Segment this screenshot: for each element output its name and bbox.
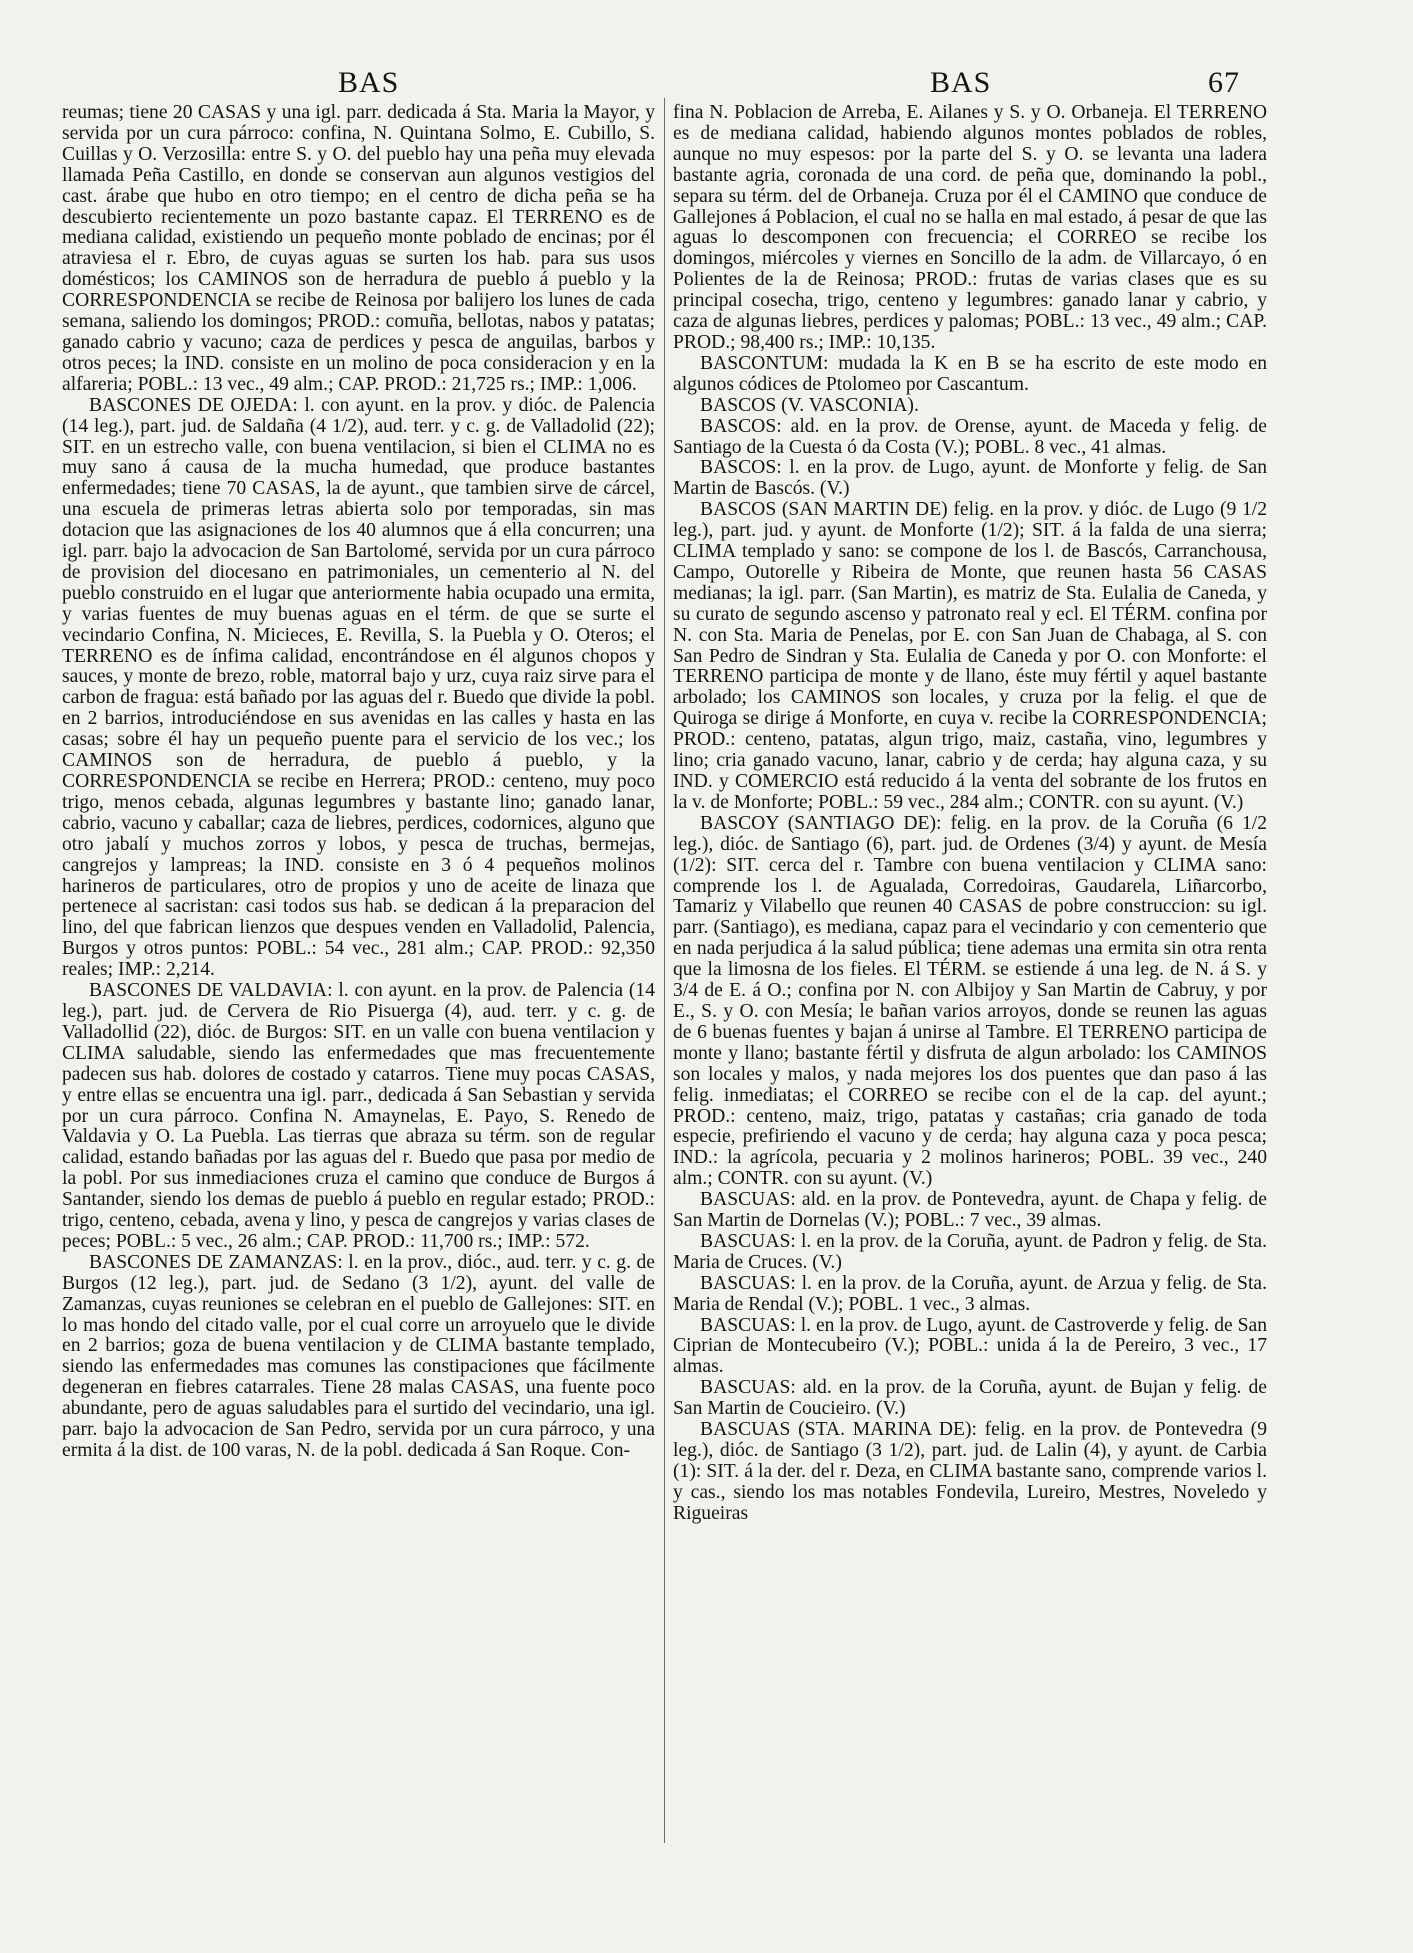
entry-bascuas-pontevedra: BASCUAS: ald. en la prov. de Pontevedra, ayunt. de Chapa y felig. de San Martin de Dornelas (V.); POBL.: 7 vec., 39 almas. — [673, 1189, 1267, 1232]
entry-bascos-vasconia: BASCOS (V. VASCONIA). — [700, 394, 919, 416]
entry-bascos-lugo: BASCOS: l. en la prov. de Lugo, ayunt. de Monforte y felig. de San Martin de Bascós. (V.) — [673, 457, 1267, 500]
header-left-word: BAS — [338, 66, 400, 99]
entry-bascones-de-zamanzas: BASCONES DE ZAMANZAS: l. en la prov., dióc., aud. terr. y c. g. de Burgos (12 leg.), part. jud. de Sedano (3 1/2), ayunt. del valle de Zamanzas, cuyas reuniones se celebran en el pueblo de Gallejones: SIT. en lo mas hondo del citado valle, por el cual corre un arroyuelo que le divide en 2 barrios; goza de buena ventilacion y de CLIMA bastante templado, siendo las enfermedades mas comunes las constipaciones que fácilmente degeneran en fiebres catarrales. Tiene 28 malas CASAS, una fuente poco abundante, pero de aguas saludables para el surtido del vecindario, una igl. parr. bajo la advocacion de San Pedro, servida por un cura párroco, y una ermita á la dist. de 100 varas, N. de la pobl. dedicada á San Roque. Con- — [62, 1251, 655, 1461]
entry-bascoy: BASCOY (SANTIAGO DE): felig. en la prov. de la Coruña (6 1/2 leg.), dióc. de Santiago (6), part. jud. de Ordenes (3/4) y ayunt. de Mesía (1/2): SIT. cerca del r. Tambre con buena ventilacion y CLIMA sano: comprende los l. de Agualada, Corredoiras, Gaudarela, Liñarcorbo, Tamariz y Vilabello que reunen 40 CASAS de pobre construccion: su igl. parr. (Santiago), es mediana, capaz para el vecindario y con cementerio que en nada perjudica á la salud pública; tiene ademas una ermita sin otra renta que la limosna de los fieles. El TÉRM. se estiende á una leg. de N. á S. y 3/4 de E. á O.; confina por N. con Albijoy y San Martin de Cabruy, y por E., S. y O. con Mesía; le bañan varios arroyos, donde se reunen las aguas de 6 buenas fuentes y bajan á unirse al Tambre. El TERRENO participa de monte y llano; bastante fértil y disfruta de algun arbolado: los CAMINOS son locales y malos, y nada mejores los dos puentes que dan paso á las felig. inmediatas; el CORREO se recibe con el de la cap. del ayunt.; PROD.: centeno, maiz, trigo, patatas y castañas; cria ganado de toda especie, prefiriendo el vacuno y de cerda; hay alguna caza y poca pesca; IND.: la agrícola, pecuaria y 2 molinos harineros; POBL. 39 vec., 240 alm.; CONTR. con su ayunt. (V.) — [673, 812, 1267, 1190]
entry-bascuas-padron: BASCUAS: l. en la prov. de la Coruña, ayunt. de Padron y felig. de Sta. Maria de Cruces. (V.) — [673, 1230, 1267, 1273]
entry-bascuas-arzua: BASCUAS: l. en la prov. de la Coruña, ayunt. de Arzua y felig. de Sta. Maria de Rendal (V.); POBL. 1 vec., 3 almas. — [673, 1272, 1267, 1315]
page-number: 67 — [1208, 66, 1240, 99]
entry-bascontum: BASCONTUM: mudada la K en B se ha escrito de este modo en algunos códices de Ptolomeo por Cascantum. — [673, 352, 1267, 395]
entry-bascos-san-martin: BASCOS (SAN MARTIN DE) felig. en la prov. y dióc. de Lugo (9 1/2 leg.), part. jud. y ayunt. de Monforte (1/2); SIT. á la falda de una sierra; CLIMA templado y sano: se compone de los l. de Bascós, Carranchousa, Campo, Outorelle y Ribeira de Monte, que reunen hasta 56 CASAS medianas; la igl. parr. (San Martin), es matriz de Sta. Eulalia de Caneda, y su curato de segundo ascenso y patronato real y ecl. El TÉRM. confina por N. con Sta. Maria de Penelas, por E. con San Juan de Chabaga, al S. con San Pedro de Sindran y Sta. Eulalia de Caneda y por O. con Monforte: el TERRENO participa de monte y de llano, éste muy fértil y aquel bastante arbolado; los CAMINOS son locales, y cruza por la felig. el que de Quiroga se dirige á Monforte, en cuya v. recibe la CORRESPONDENCIA; PROD.: centeno, patatas, algun trigo, maiz, castaña, vino, legumbres y lino; cria ganado vacuno, lanar, cabrio y de cerda; hay alguna caza, y su IND. y COMERCIO está reducido á la venta del sobrante de los frutos en la v. de Monforte; POBL.: 59 vec., 284 alm.; CONTR. con su ayunt. (V.) — [673, 499, 1267, 813]
entry-continuation: reumas; tiene 20 CASAS y una igl. parr. dedicada á Sta. Maria la Mayor, y servida por un cura párroco: confina, N. Quintana Solmo, E. Cubillo, S. Cuillas y O. Verzosilla: entre S. y O. del pueblo hay una peña muy elevada llamada Peña Castillo, en donde se conservan aun algunos vestigios del cast. árabe que hubo en otro tiempo; en el centro de dicha peña se ha descubierto recientemente un pozo bastante capaz. El TERRENO es de mediana calidad, existiendo un pequeño monte poblado de encinas; por él atraviesa el r. Ebro, de cuyas aguas se surten los hab. para sus usos domésticos; los CAMINOS son de herradura de pueblo á pueblo y la CORRESPONDENCIA se recibe de Reinosa por balijero los lunes de cada semana, saliendo los domingos; PROD.: comuña, bellotas, nabos y patatas; ganado cabrio y vacuno; caza de perdices y pesca de anguilas, barbos y otros peces; la IND. consiste en un molino de poca consideracion y en la alfareria; POBL.: 13 vec., 49 alm.; CAP. PROD.: 21,725 rs.; IMP.: 1,006. — [62, 103, 655, 395]
entry-bascos-orense: BASCOS: ald. en la prov. de Orense, ayunt. de Maceda y felig. de Santiago de la Cuesta ó da Costa (V.); POBL. 8 vec., 41 almas. — [673, 415, 1267, 458]
left-column — [62, 103, 655, 1948]
running-header — [0, 66, 1413, 106]
entry-bascones-de-valdavia: BASCONES DE VALDAVIA: l. con ayunt. en la prov. de Palencia (14 leg.), part. jud. de Cervera de Rio Pisuerga (4), aud. terr. y c. g. de Valladollid (22), dióc. de Burgos: SIT. en un valle con buena ventilacion y CLIMA saludable, siendo las enfermedades que mas frecuentemente padecen sus hab. dolores de costado y catarros. Tiene muy pocas CASAS, y entre ellas se encuentra una igl. parr., dedicada á San Sebastian y servida por un cura párroco. Confina N. Amaynelas, E. Payo, S. Renedo de Valdavia y O. La Puebla. Las tierras que abraza su térm. son de regular calidad, estando bañadas por las aguas del r. Buedo que pasa por medio de la pobl. Por sus inmediaciones cruza el camino que conduce de Burgos á Santander, siendo los demas de pueblo á pueblo en regular estado; PROD.: trigo, centeno, cebada, avena y lino, y pesca de cangrejos y varias clases de peces; POBL.: 5 vec., 26 alm.; CAP. PROD.: 11,700 rs.; IMP.: 572. — [62, 980, 655, 1252]
entry-continuation: fina N. Poblacion de Arreba, E. Ailanes y S. y O. Orbaneja. El TERRENO es de mediana calidad, habiendo algunos montes poblados de robles, aunque no muy espesos: por la parte del S. y O. se levanta una ladera bastante agria, coronada de una cord. de peña que, dominando la pobl., separa su térm. del de Orbaneja. Cruza por él el CAMINO que conduce de Gallejones á Poblacion, el cual no se halla en mal estado, á pesar de que las aguas lo descomponen con frecuencia; el CORREO se recibe los domingos, miércoles y viernes en Soncillo de la adm. de Villarcayo, ó en Polientes de la de Reinosa; PROD.: frutas de varias clases que es su principal cosecha, trigo, centeno y legumbres: ganado lanar y cabrio, y caza de algunas liebres, perdices y palomas; POBL.: 13 vec., 49 alm.; CAP. PROD.; 98,400 rs.; IMP.: 10,135. — [673, 103, 1267, 353]
header-right-word: BAS — [930, 66, 992, 99]
column-divider — [664, 98, 665, 1843]
entry-bascuas-castroverde: BASCUAS: l. en la prov. de Lugo, ayunt. de Castroverde y felig. de San Ciprian de Montecubeiro (V.); POBL.: unida á la de Pereiro, 3 vec., 17 almas. — [673, 1314, 1267, 1378]
right-column — [673, 103, 1267, 1948]
entry-bascuas-sta-marina: BASCUAS (STA. MARINA DE): felig. en la prov. de Pontevedra (9 leg.), dióc. de Santiago (3 1/2), part. jud. de Lalin (4), y ayunt. de Carbia (1): SIT. á la der. del r. Deza, en CLIMA bastante sano, comprende varios l. y cas., siendo los mas notables Fondevila, Lureiro, Mestres, Noveledo y Rigueiras — [673, 1419, 1267, 1524]
entry-bascones-de-ojeda: BASCONES DE OJEDA: l. con ayunt. en la prov. y dióc. de Palencia (14 leg.), part. jud. de Saldaña (4 1/2), aud. terr. y c. g. de Valladolid (22); SIT. en un estrecho valle, con buena ventilacion, si bien el CLIMA no es muy sano á causa de la mucha humedad, que produce bastantes enfermedades; tiene 70 CASAS, la de ayunt., que tambien sirve de cárcel, una escuela de primeras letras abierta solo por temporadas, sin mas dotacion que las asignaciones de los 40 alumnos que á ella concurren; una igl. parr. bajo la advocacion de San Bartolomé, servida por un cura párroco de provision del diocesano en patrimoniales, un cementerio al N. del pueblo construido en el lugar que anteriormente habia ocupado una ermita, y varias fuentes de muy buenas aguas en el térm. de que se surte el vecindario Confina, N. Micieces, E. Revilla, S. la Puebla y O. Oteros; el TERRENO es de ínfima calidad, encontrándose en él algunos chopos y sauces, y monte de brezo, roble, matorral bajo y urz, cuya raiz sirve para el carbon de fragua: está bañado por las aguas del r. Buedo que divide la pobl. en 2 barrios, introduciéndose en sus avenidas en las calles y hasta en las casas; sobre él hay un pequeño puente para el servicio de los vec.; los CAMINOS son de herradura, de pueblo á pueblo, y la CORRESPONDENCIA se recibe en Herrera; PROD.: centeno, muy poco trigo, menos cebada, algunas legumbres y bastante lino; ganado lanar, cabrio, vacuno y caballar; caza de liebres, perdices, codornices, alguno que otro jabalí y muchos zorros y lobos, y pesca de truchas, bermejas, cangrejos y lampreas; la IND. consiste en 3 ó 4 pequeños molinos harineros de particulares, otro de propios y uno de aceite de linaza que pertenece al sacristan: casi todos sus hab. se dedican á la preparacion del lino, del que fabrican lienzos que despues venden en Valladolid, Palencia, Burgos y otros puntos: POBL.: 54 vec., 281 alm.; CAP. PROD.: 92,350 reales; IMP.: 2,214. — [62, 394, 655, 981]
entry-bascuas-bujan: BASCUAS: ald. en la prov. de la Coruña, ayunt. de Bujan y felig. de San Martin de Coucieiro. (V.) — [673, 1377, 1267, 1420]
